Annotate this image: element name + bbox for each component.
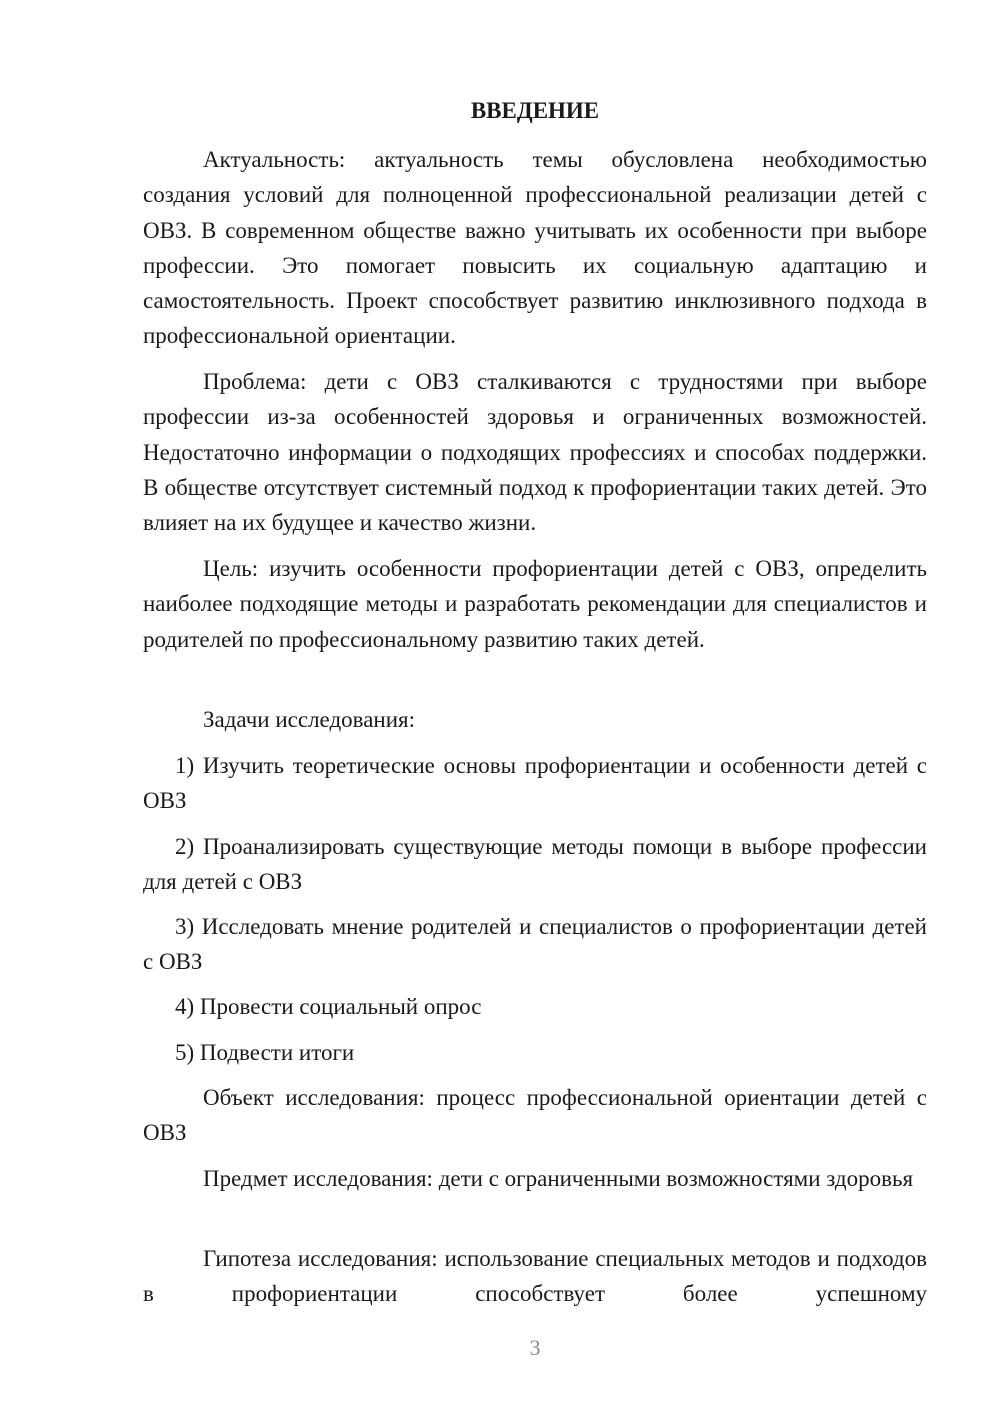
task-item-5: 5) Подвести итоги — [175, 1040, 355, 1065]
object-paragraph: Объект исследования: процесс профессиональной ориентации детей с ОВЗ — [143, 1085, 927, 1146]
tasks-title: Задачи исследования: — [203, 707, 416, 732]
task-item-1: 1) Изучить теоретические основы профориентации и особенности детей с ОВЗ — [143, 753, 927, 814]
goal-paragraph: Цель: изучить особенности профориентации детей с ОВЗ, определить наиболее подходящие методы и разработать рекомендации для специалистов и родителей по профессиональному развитию таких детей. — [143, 556, 927, 652]
page-number: 3 — [529, 1335, 541, 1360]
task-item-4: 4) Провести социальный опрос — [175, 994, 482, 1019]
problem-paragraph: Проблема: дети с ОВЗ сталкиваются с трудностями при выборе профессии из-за особенностей здоровья и ограниченных возможностей. Недостаточно информации о подходящих профессиях и способах поддержки. В обществе отсутствует системный подход к профориентации таких детей. Это влияет на их будущее и качество жизни. — [143, 369, 927, 536]
task-item-2: 2) Проанализировать существующие методы помощи в выборе профессии для детей с ОВЗ — [143, 834, 927, 895]
task-item-3: 3) Исследовать мнение родителей и специалистов о профориентации детей с ОВЗ — [143, 914, 927, 975]
section-heading: ВВЕДЕНИЕ — [470, 98, 600, 123]
hypothesis-paragraph: Гипотеза исследования: использование специальных методов и подходов в профориентации способствует более успешному — [143, 1246, 927, 1307]
relevance-paragraph: Актуальность: актуальность темы обусловлена необходимостью создания условий для полноценной профессиональной реализации детей с ОВЗ. В современном обществе важно учитывать их особенности при выборе профессии. Это помогает повысить их социальную адаптацию и самостоятельность. Проект способствует развитию инклюзивного подхода в профессиональной ориентации. — [143, 147, 927, 349]
subject-paragraph: Предмет исследования: дети с ограниченными возможностями здоровья — [203, 1166, 914, 1191]
